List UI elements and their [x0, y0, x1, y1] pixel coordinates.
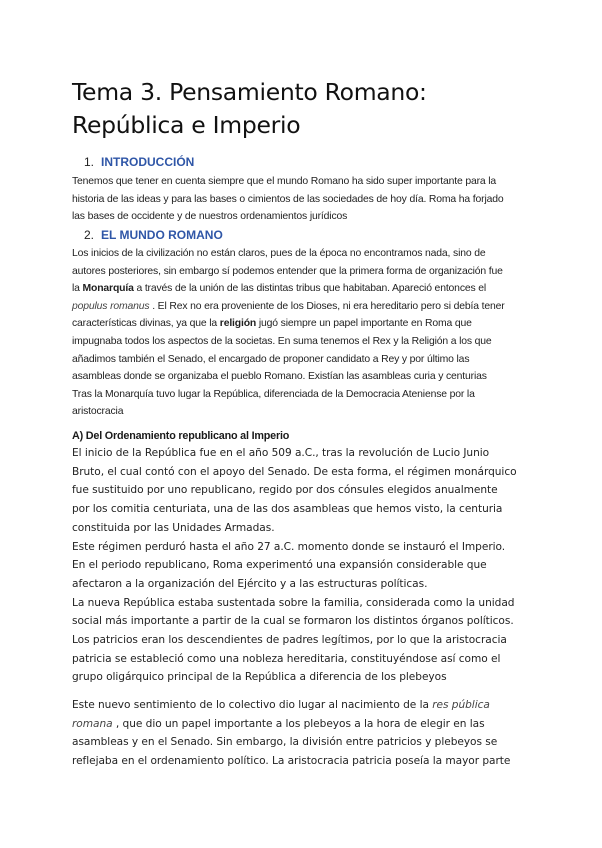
text-line	[72, 715, 532, 734]
text-line: Tenemos que tener en cuenta siempre que el mundo Romano ha sido super importante para la	[72, 176, 497, 187]
text-line: autores posteriores, sin embargo sí podemos entender que la primera forma de organización fue	[72, 265, 503, 277]
text-line: Los inicios de la civilización no están claros, pues de la época no encontramos nada, sino de	[72, 248, 486, 259]
text-line: grupo oligárquico principal de la República a diferencia de los plebeyos	[72, 671, 447, 684]
italic-term-res-publica: res pública	[432, 699, 490, 711]
text-line: asambleas y en el Senado. Sin embargo, la división entre patricios y plebeyos se	[72, 736, 498, 749]
text-line: patricia se estableció como una nobleza hereditaria, constituyéndose así como el	[72, 652, 501, 665]
italic-term-populus-romanus: populus romanus	[72, 300, 150, 312]
text-run: . El Rex no era proveniente de los Dioses, ni era hereditario pero si debía tener	[149, 300, 505, 312]
text-line: fue sustituido por uno republicano, regido por dos cónsules elegidos anualmente	[72, 484, 498, 497]
text-line: reflejaba en el ordenamiento político. La aristocracia patricia poseía la mayor parte	[72, 755, 511, 768]
text-line	[72, 298, 532, 316]
title-line-1: Tema 3. Pensamiento Romano:	[72, 78, 427, 106]
text-run: a través de la unión de las distintas tribus que habitaban. Apareció entonces el	[133, 283, 487, 295]
subsection-heading: A) Del Ordenamiento republicano al Imperio	[72, 430, 290, 442]
paragraph-mundo-romano	[72, 245, 532, 421]
section-heading-text: INTRODUCCIÓN	[101, 155, 195, 169]
section-number: 1.	[84, 155, 95, 169]
paragraph-introduccion	[72, 173, 532, 226]
paragraph-res-publica	[72, 696, 532, 771]
text-line: La nueva República estaba sustentada sobre la familia, considerada como la unidad	[72, 596, 515, 609]
section-heading-text: EL MUNDO ROMANO	[101, 228, 223, 242]
text-line: constituida por las Unidades Armadas.	[72, 521, 275, 534]
text-line: En el periodo republicano, Roma experimentó una expansión considerable que	[72, 559, 487, 572]
document-title	[72, 76, 542, 142]
text-run: , que dio un papel importante a los plebeyos a la hora de elegir en las	[112, 717, 485, 730]
text-run: la	[72, 283, 83, 295]
section-number: 2.	[84, 228, 95, 242]
italic-term-romana: romana	[72, 717, 113, 730]
bold-term-religion: religión	[219, 318, 257, 330]
text-line: aristocracia	[72, 406, 124, 418]
section-heading-introduccion	[84, 155, 194, 170]
text-line: historia de las ideas y para las bases o cimientos de las sociedades de hoy día. Roma ha forjado	[72, 193, 504, 205]
text-line	[72, 315, 532, 333]
title-line-2: República e Imperio	[72, 111, 301, 139]
bold-term-monarquia: Monarquía	[82, 283, 134, 295]
text-run: jugó siempre un papel importante en Roma que	[256, 318, 472, 330]
text-line: añadimos también el Senado, el encargado de proponer candidato a Rey y por último las	[72, 353, 470, 365]
text-line: afectaron a la organización del Ejército y a las estructuras políticas.	[72, 577, 428, 590]
text-run: características divinas, ya que la	[72, 318, 220, 330]
text-line: asambleas donde se organizaba el pueblo Romano. Existían las asambleas curia y centurias	[72, 371, 487, 383]
text-line: las bases de occidente y de nuestros ordenamientos jurídicos	[72, 211, 348, 223]
text-line: social más importante a partir de la cual se formaron los distintos órganos políticos.	[72, 615, 514, 628]
paragraph-republica	[72, 444, 532, 687]
text-line: Los patricios eran los descendientes de padres legítimos, por lo que la aristocracia	[72, 634, 507, 647]
text-line: impugnaba todos los aspectos de la societas. En suma tenemos el Rex y la Religión a los que	[72, 335, 492, 347]
section-heading-mundo-romano	[84, 228, 223, 243]
text-line	[72, 696, 532, 715]
text-line: Tras la Monarquía tuvo lugar la República, diferenciada de la Democracia Ateniense por la	[72, 388, 475, 400]
text-line: Este régimen perduró hasta el año 27 a.C. momento donde se instauró el Imperio.	[72, 540, 506, 553]
text-line: Bruto, el cual contó con el apoyo del Senado. De esta forma, el régimen monárquico	[72, 465, 517, 478]
text-line: por los comitia centuriata, una de las dos asambleas que hemos visto, la centuria	[72, 503, 503, 516]
text-run: Este nuevo sentimiento de lo colectivo dio lugar al nacimiento de la	[72, 699, 433, 711]
text-line: El inicio de la República fue en el año 509 a.C., tras la revolución de Lucio Junio	[72, 447, 490, 459]
text-line	[72, 280, 532, 298]
